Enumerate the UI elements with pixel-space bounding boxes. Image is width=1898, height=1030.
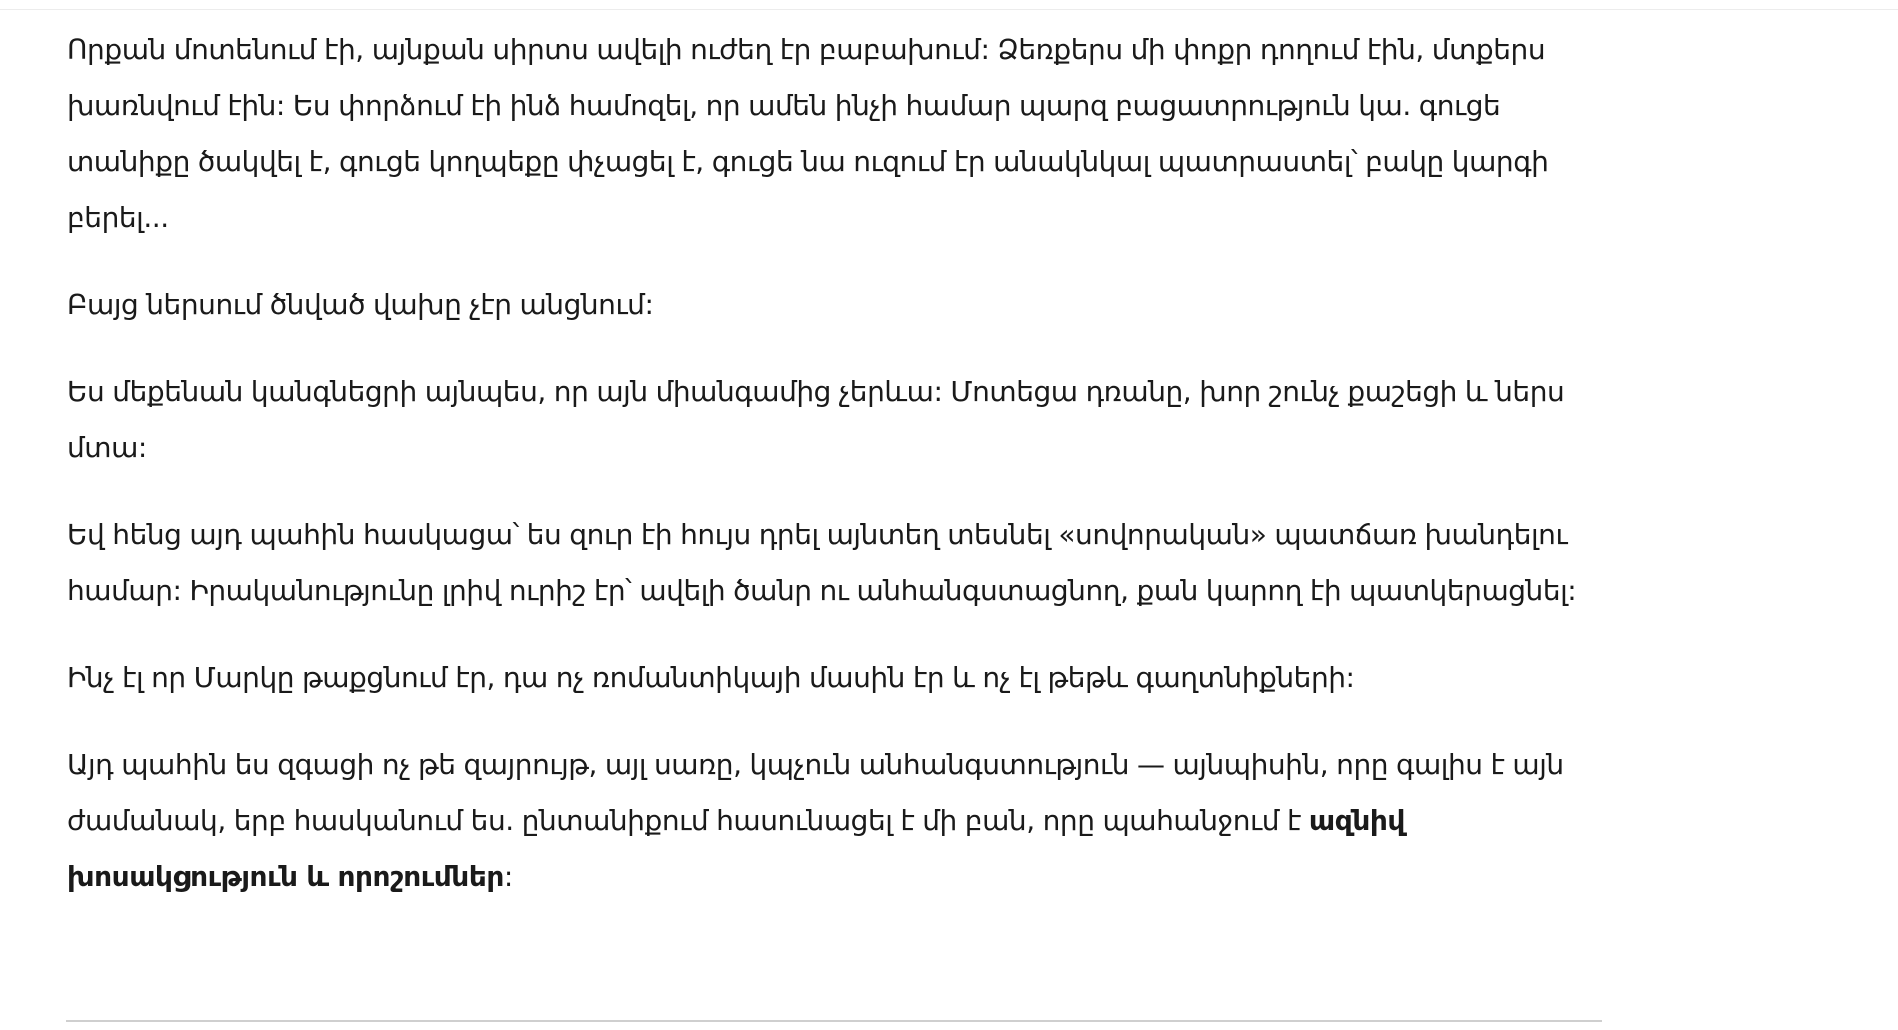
paragraph-1 <box>67 22 1607 246</box>
paragraph-3-text: Ես մեքենան կանգնեցրի այնպես, որ այն միանգամից չերևա: Մոտեցա դռանը, խոր շունչ քաշեցի և ներս մտա: <box>67 375 1565 464</box>
paragraph-1-text: Որքան մոտենում էի, այնքան սիրտս ավելի ուժեղ էր բաբախում: Ձեռքերս մի փոքր դողում էին, մտքերս խառնվում էին: Ես փորձում էի ինձ համոզել, որ ամեն ինչի համար պարզ բացատրություն կա. գուցե տանիքը ծակվել է, գուցե կողպեքը փչացել է, գուցե նա ուզում էր անակնկալ պատրաստել՝ բակը կարգի բերել... <box>67 33 1549 234</box>
article-body <box>67 22 1607 936</box>
paragraph-3 <box>67 364 1607 476</box>
paragraph-4-text: Եվ հենց այդ պահին հասկացա՝ ես զուր էի հույս դրել այնտեղ տեսնել «սովորական» պատճառ խանդելու համար: Իրականությունը լրիվ ուրիշ էր՝ ավելի ծանր ու անհանգստացնող, քան կարող էի պատկերացնել: <box>67 518 1577 607</box>
paragraph-6-text: Այդ պահին ես զգացի ոչ թե զայրույթ, այլ սառը, կպչուն անհանգստություն — այնպիսին, որը գալիս է այն ժամանակ, երբ հասկանում ես. ընտանիքում հասունացել է մի բան, որը պահանջում է <box>67 748 1564 837</box>
paragraph-2 <box>67 277 1607 333</box>
paragraph-5 <box>67 650 1607 706</box>
paragraph-2-text: Բայց ներսում ծնված վախը չէր անցնում: <box>67 288 654 321</box>
paragraph-6 <box>67 737 1607 905</box>
top-divider <box>0 9 1898 10</box>
paragraph-6-bold-phrase: ազնիվ խոսակցություն և որոշումներ <box>67 804 1405 893</box>
paragraph-5-text: Ինչ էլ որ Մարկը թաքցնում էր, դա ոչ ռոմանտիկայի մասին էր և ոչ էլ թեթև գաղտնիքների: <box>67 661 1355 694</box>
paragraph-6-tail: : <box>503 860 513 893</box>
paragraph-4 <box>67 507 1607 619</box>
bottom-divider <box>66 1020 1602 1022</box>
